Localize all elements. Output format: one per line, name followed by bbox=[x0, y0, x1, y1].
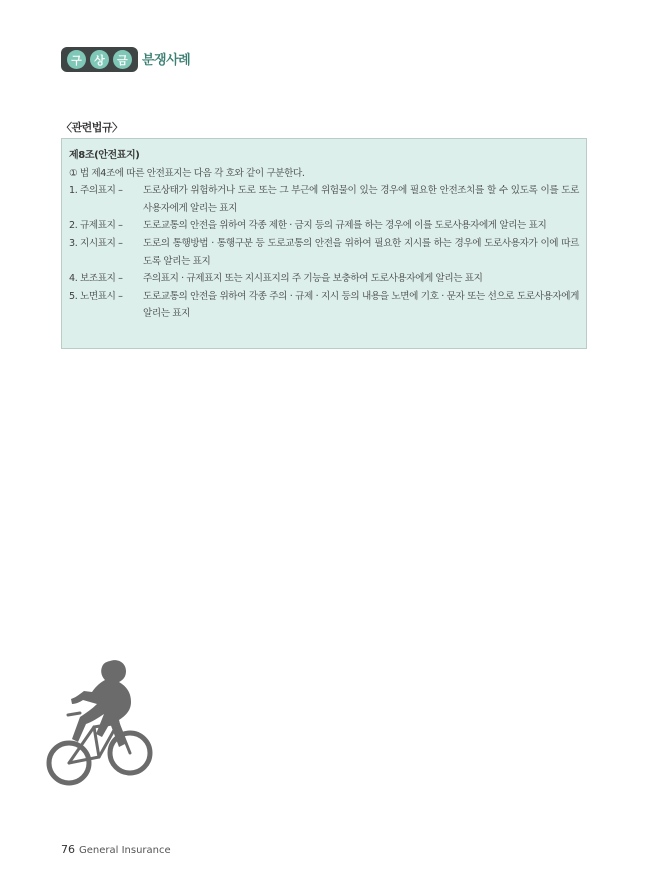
cyclist-icon bbox=[44, 657, 160, 793]
law-item-text: 도로상태가 위험하거나 도로 또는 그 부근에 위험물이 있는 경우에 필요한 안전조치를 할 수 있도록 이를 도로사용자에게 알리는 표지 bbox=[143, 185, 579, 214]
law-item-term: 1. 주의표지 – bbox=[69, 185, 123, 197]
law-item bbox=[69, 217, 579, 235]
page-title: 분쟁사례 bbox=[142, 53, 191, 68]
law-item-term: 4. 보조표지 – bbox=[69, 273, 123, 285]
law-box bbox=[61, 138, 587, 349]
law-item bbox=[69, 182, 579, 217]
page-footer bbox=[61, 843, 171, 856]
law-item-term: 3. 지시표지 – bbox=[69, 237, 123, 249]
law-item-term: 2. 규제표지 – bbox=[69, 220, 123, 232]
law-item bbox=[69, 235, 579, 270]
law-intro: ① 법 제4조에 따른 안전표지는 다음 각 호와 같이 구분한다. bbox=[69, 167, 305, 179]
law-item-text: 주의표지 · 규제표지 또는 지시표지의 주 기능을 보충하여 도로사용자에게 알리는 표지 bbox=[143, 273, 483, 285]
law-heading: 제8조(안전표지) bbox=[69, 150, 140, 161]
badge-char-1: 구 bbox=[67, 50, 86, 69]
page-number: 76 bbox=[61, 843, 75, 856]
badge-char-2: 상 bbox=[90, 50, 109, 69]
section-badge bbox=[61, 47, 138, 72]
publication-name: General Insurance bbox=[79, 845, 171, 856]
law-item bbox=[69, 270, 579, 288]
law-item-text: 도로의 통행방법 · 통행구분 등 도로교통의 안전을 위하여 필요한 지시를 하는 경우에 도로사용자가 이에 따르도록 알리는 표지 bbox=[143, 237, 579, 267]
law-item-term: 5. 노면표시 – bbox=[69, 290, 123, 302]
related-law-label: 〈관련법규〉 bbox=[61, 121, 123, 134]
law-item bbox=[69, 288, 579, 323]
badge-char-3: 금 bbox=[113, 50, 132, 69]
law-item-text: 도로교통의 안전을 위하여 각종 제한 · 금지 등의 규제를 하는 경우에 이를 도로사용자에게 알리는 표지 bbox=[143, 220, 547, 232]
law-item-text: 도로교통의 안전을 위하여 각종 주의 · 규제 · 지시 등의 내용을 노면에 기호 · 문자 또는 선으로 도로사용자에게 알리는 표지 bbox=[143, 290, 579, 320]
